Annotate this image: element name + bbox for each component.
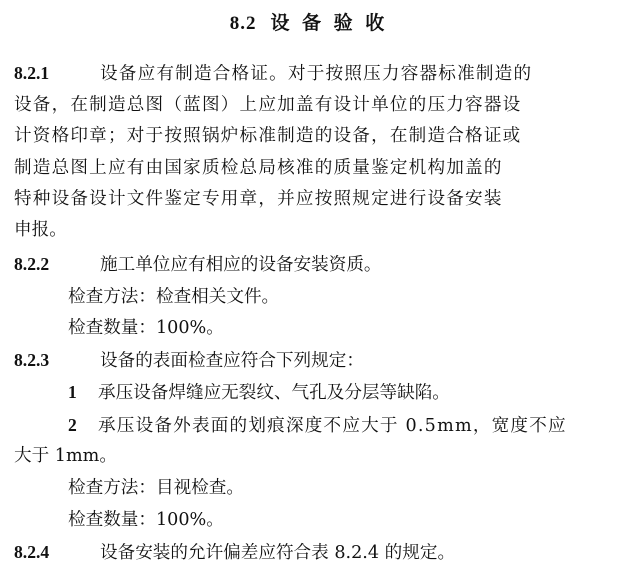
- list-item-text: 承压设备外表面的划痕深度不应大于 0.5mm，宽度不应: [98, 416, 567, 436]
- list-item-2: [68, 414, 567, 437]
- clause-number: 8.2.2: [14, 254, 50, 274]
- section-title: [0, 8, 617, 35]
- list-item-2-continued: 大于 1mm。: [14, 446, 117, 466]
- list-item-1: [68, 381, 450, 404]
- section-number: 8.2: [229, 13, 257, 34]
- list-item-text: 承压设备焊缝应无裂纹、气孔及分层等缺陷。: [98, 383, 450, 403]
- clause-8-2-1-line-2: 设备，在制造总图（蓝图）上应加盖有设计单位的压力容器设: [14, 95, 522, 115]
- inspection-quantity: 检查数量：100%。: [68, 318, 224, 338]
- clause-text: 设备应有制造合格证。对于按照压力容器标准制造的: [100, 64, 533, 84]
- clause-number: 8.2.4: [14, 542, 50, 562]
- clause-number: 8.2.3: [14, 350, 50, 370]
- clause-8-2-1-line-4: 制造总图上应有由国家质检总局核准的质量鉴定机构加盖的: [14, 158, 503, 178]
- clause-8-2-4: [14, 541, 455, 564]
- clause-8-2-1-line-6: 申报。: [14, 220, 67, 240]
- clause-number: 8.2.1: [14, 63, 50, 83]
- clause-8-2-1-line-3: 计资格印章；对于按照锅炉标准制造的设备，在制造合格证或: [14, 126, 522, 146]
- inspection-quantity: 检查数量：100%。: [68, 510, 224, 530]
- list-item-number: 2: [68, 415, 77, 435]
- section-heading: 设 备 验 收: [270, 12, 388, 34]
- inspection-method: 检查方法：目视检查。: [68, 478, 244, 498]
- clause-8-2-1-line-5: 特种设备设计文件鉴定专用章，并应按照规定进行设备安装: [14, 189, 503, 209]
- clause-8-2-2: [14, 253, 382, 276]
- inspection-method: 检查方法：检查相关文件。: [68, 287, 280, 307]
- clause-8-2-3: [14, 349, 364, 372]
- clause-text: 设备安装的允许偏差应符合表 8.2.4 的规定。: [100, 543, 456, 563]
- clause-text: 施工单位应有相应的设备安装资质。: [100, 255, 382, 275]
- clause-text: 设备的表面检查应符合下列规定：: [100, 351, 364, 371]
- clause-8-2-1-line-1: [14, 62, 532, 85]
- list-item-number: 1: [68, 382, 77, 402]
